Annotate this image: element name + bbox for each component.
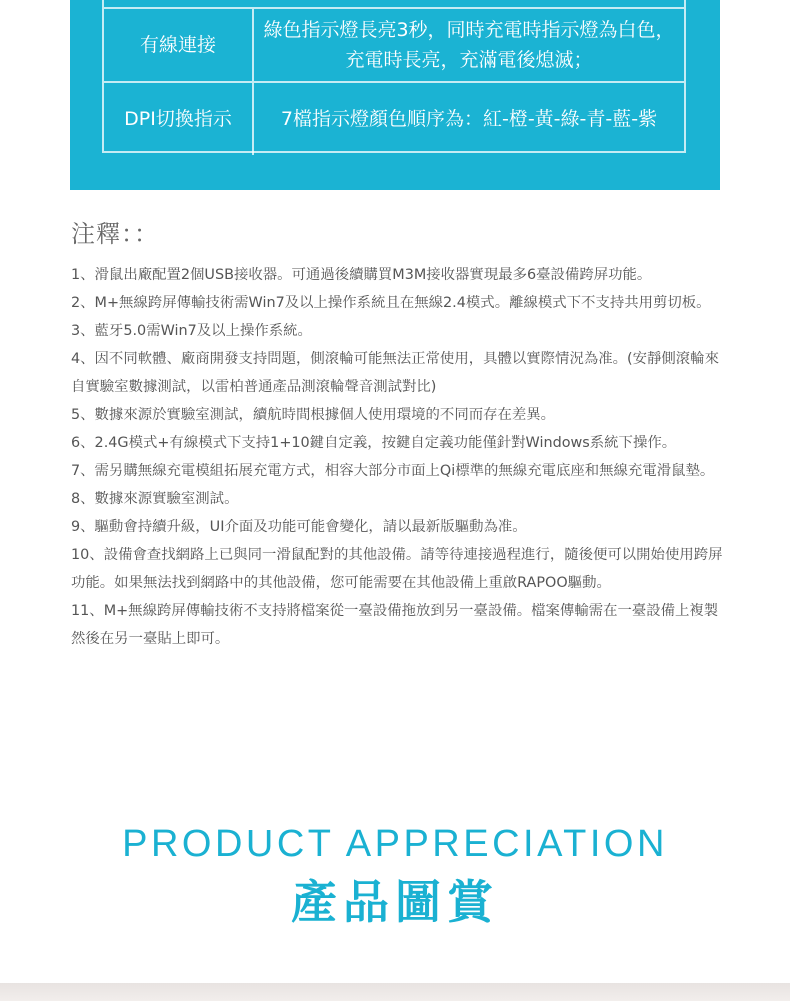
note-item: 1、滑鼠出廠配置2個USB接收器。可通過後續購買M3M接收器實現最多6臺設備跨屏功能。: [71, 267, 652, 283]
note-item: 10、設備會查找網路上已與同一滑鼠配對的其他設備。請等待連接過程進行，隨後便可以開始使用跨屏功能。如果無法找到網路中的其他設備，您可能需要在其他設備上重啟RAPOO驅動。: [71, 547, 723, 591]
product-appreciation-header: [0, 820, 790, 932]
spec-label: DPI切換指示: [104, 83, 254, 155]
appreciation-title-en: PRODUCT APPRECIATION: [122, 823, 668, 865]
spec-row-dpi: [104, 81, 684, 155]
spec-value: 7檔指示燈顏色順序為：紅-橙-黃-綠-青-藍-紫: [280, 108, 658, 130]
spec-table: [102, 0, 686, 153]
note-item: 11、M+無線跨屏傳輸技術不支持將檔案從一臺設備拖放到另一臺設備。檔案傳輸需在一臺設備上複製然後在另一臺貼上即可。: [71, 603, 719, 647]
notes-title: 注釋：：: [71, 220, 159, 248]
spec-panel: [70, 0, 720, 190]
note-item: 8、數據來源實驗室測試。: [71, 491, 239, 507]
note-item: 3、藍牙5.0需Win7及以上操作系統。: [71, 323, 312, 339]
note-item: 7、需另購無線充電模組拓展充電方式，相容大部分市面上Qi標準的無線充電底座和無線充電滑鼠墊。: [71, 463, 715, 479]
note-item: 2、M+無線跨屏傳輸技術需Win7及以上操作系統且在無線2.4模式。離線模式下不支持共用剪切板。: [71, 295, 711, 311]
spec-row-wired: [104, 7, 684, 81]
note-list: [71, 261, 723, 653]
note-item: 9、驅動會持續升級，UI介面及功能可能會變化，請以最新版驅動為准。: [71, 519, 527, 535]
note-item: 6、2.4G模式+有線模式下支持1+10鍵自定義，按鍵自定義功能僅針對Windows系統下操作。: [71, 435, 677, 451]
note-item: 5、數據來源於實驗室測試，續航時間根據個人使用環境的不同而存在差異。: [71, 407, 556, 423]
spec-value: 綠色指示燈長亮3秒，同時充電時指示燈為白色，充電時長亮，充滿電後熄滅；: [263, 19, 675, 71]
appreciation-title-zh: 產品圖賞: [291, 875, 499, 929]
spec-label: 有線連接: [104, 9, 254, 81]
product-image-top-edge: [0, 983, 790, 1001]
note-item: 4、因不同軟體、廠商開發支持問題，側滾輪可能無法正常使用，具體以實際情況為准。(安靜側滾輪來自實驗室數據測試，以雷柏普通產品測滾輪聲音測試對比): [71, 351, 719, 395]
notes-section: [71, 214, 723, 653]
